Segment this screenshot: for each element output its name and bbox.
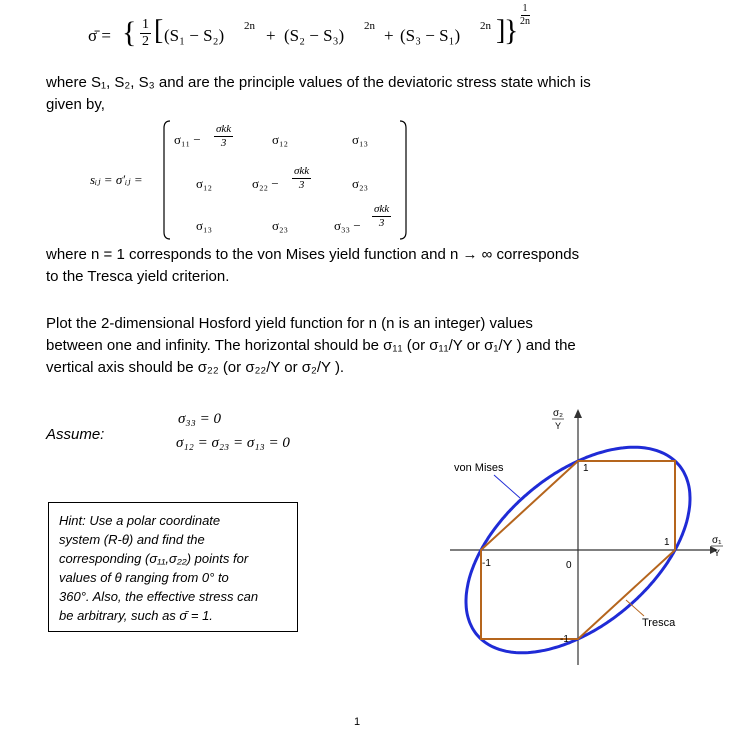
criteria-paragraph — [46, 244, 736, 288]
matrix-r2c1: σ₁₂ — [196, 176, 213, 191]
matrix-r2c3: σ₂₃ — [352, 176, 369, 191]
matrix-r1c1-base: σ₁₁ − — [174, 132, 201, 147]
left-brace: { — [122, 16, 137, 49]
deviatoric-matrix — [90, 118, 420, 243]
hint-line-1: Hint: Use a polar coordinate — [59, 513, 221, 528]
matrix-r1c1-frac — [214, 124, 233, 149]
kk-numerator: σkk — [216, 123, 232, 135]
matrix-r3c1: σ₁₃ — [196, 218, 213, 233]
criteria-line-1: where n = 1 corresponds to the von Mises yield function and n → ∞ corresponds — [46, 246, 580, 263]
assume-eq-2: σ₁₂ = σ₂₃ = σ₁₃ = 0 — [176, 435, 290, 451]
yield-plot — [420, 400, 744, 685]
half-numerator: 1 — [142, 17, 149, 32]
page-number: 1 — [354, 716, 361, 728]
term-1-exp: 2n — [244, 20, 255, 32]
y-axis-label-den: Y — [555, 421, 562, 431]
assume-eq-1: σ₃₃ = 0 — [178, 411, 221, 427]
half-fraction — [140, 18, 151, 49]
kk-numerator: σkk — [374, 203, 390, 215]
matrix-r3c3-base: σ₃₃ − — [334, 218, 361, 233]
hint-box — [48, 502, 298, 632]
kk-denominator: 3 — [298, 179, 305, 191]
tick-neg-y: -1 — [560, 634, 569, 645]
term-1: (S₁ − S₂) — [164, 26, 225, 45]
x-axis-label-den: Y — [714, 548, 721, 558]
term-3-exp: 2n — [480, 20, 491, 32]
von-mises-label: von Mises — [454, 462, 504, 474]
right-brace: } — [504, 14, 519, 47]
equation-lhs: σ̄ = — [88, 26, 112, 45]
plus-2: + — [384, 26, 394, 45]
plot-line-2: between one and infinity. The horizontal should be σ₁₁ (or σ₁₁/Y or σ₁/Y ) and the — [46, 337, 576, 354]
assume-label: Assume: — [46, 426, 105, 443]
plot-line-3: vertical axis should be σ₂₂ (or σ₂₂/Y or σ₂/Y ). — [46, 359, 345, 376]
matrix-r2c2-frac — [292, 166, 311, 191]
kk-denominator: 3 — [220, 137, 227, 149]
outer-exp-numerator: 1 — [522, 3, 528, 14]
term-3: (S₃ − S₁) — [400, 26, 461, 45]
kk-numerator: σkk — [294, 165, 310, 177]
where-paragraph — [46, 72, 726, 116]
x-axis-label-num: σ₁ — [712, 535, 722, 546]
hint-line-3: corresponding (σ₁₁,σ₂₂) points for — [59, 551, 249, 566]
hosford-equation — [88, 8, 508, 64]
matrix-r3c2: σ₂₃ — [272, 218, 289, 233]
tick-neg-x: -1 — [482, 558, 491, 569]
matrix-lhs: sᵢⱼ = σ′ᵢⱼ = — [90, 172, 143, 187]
matrix-r1c3: σ₁₃ — [352, 132, 369, 147]
hint-line-2: system (R-θ) and find the — [59, 532, 205, 547]
y-axis-arrow — [574, 409, 582, 418]
matrix-r1c2: σ₁₂ — [272, 132, 289, 147]
assume-equations — [176, 407, 290, 455]
tick-pos-y: 1 — [583, 463, 589, 474]
half-denominator: 2 — [142, 34, 149, 49]
origin-label: 0 — [566, 560, 572, 571]
plus-1: + — [266, 26, 276, 45]
matrix-r3c3-frac — [372, 204, 391, 229]
plot-instructions — [46, 313, 736, 379]
kk-denominator: 3 — [378, 217, 385, 229]
y-axis-label-num: σ₂ — [553, 408, 564, 419]
matrix-r2c2-base: σ₂₂ − — [252, 176, 279, 191]
tick-pos-x: 1 — [664, 537, 670, 548]
right-bracket: ] — [496, 15, 506, 46]
term-2-exp: 2n — [364, 20, 375, 32]
matrix-left-bracket — [162, 120, 172, 240]
term-2: (S₂ − S₃) — [284, 26, 345, 45]
left-bracket: [ — [154, 15, 164, 46]
plot-line-1: Plot the 2-dimensional Hosford yield function for n (n is an integer) values — [46, 315, 533, 332]
von-mises-leader — [494, 475, 520, 498]
outer-exponent — [520, 4, 530, 27]
where-line-2: given by, — [46, 96, 105, 113]
hint-line-4: values of θ ranging from 0° to — [59, 570, 229, 585]
hint-line-5: 360°. Also, the effective stress can — [59, 589, 259, 604]
criteria-line-2: to the Tresca yield criterion. — [46, 268, 230, 285]
outer-exp-denominator: 2n — [520, 16, 530, 27]
matrix-right-bracket — [398, 120, 408, 240]
where-line-1: where S₁, S₂, S₃ and are the principle values of the deviatoric stress state which is — [46, 74, 591, 91]
tresca-label: Tresca — [642, 617, 676, 629]
hint-line-6: be arbitrary, such as σ̄ = 1. — [59, 608, 213, 623]
